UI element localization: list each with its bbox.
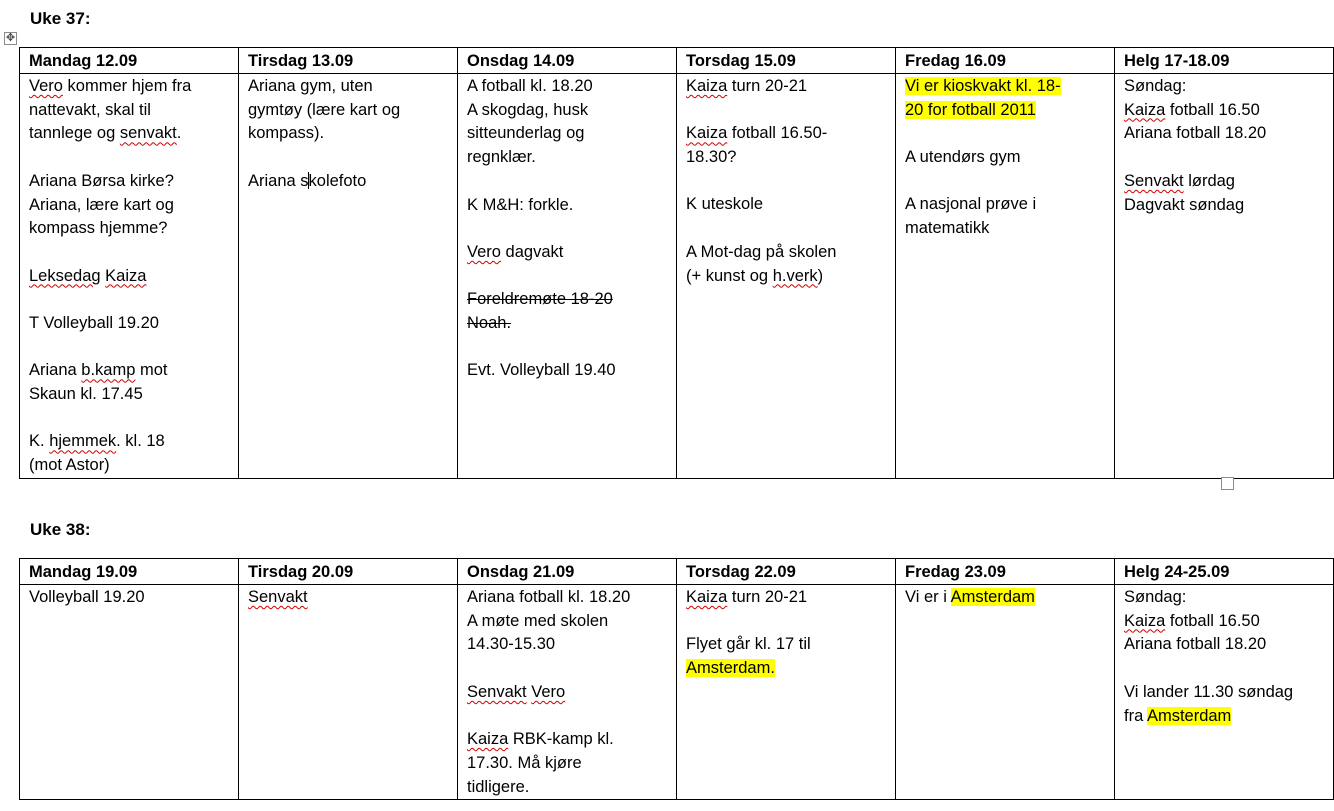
- text-run: Dagvakt søndag: [1124, 195, 1245, 214]
- cell-line: [248, 586, 448, 610]
- day-header: Helg 17-18.09: [1115, 48, 1334, 74]
- text-run: kolefoto: [308, 171, 367, 190]
- text-run: Søndag:: [1124, 588, 1187, 606]
- cell-line: [29, 586, 229, 610]
- week-38-header-row: [20, 559, 1334, 585]
- cell-line: [1124, 122, 1324, 146]
- day-cell[interactable]: [1115, 585, 1334, 800]
- text-run: turn 20-21: [727, 588, 808, 606]
- cell-line: [467, 776, 667, 800]
- cell-line: [29, 383, 229, 407]
- text-run: A nasjonal prøve i: [905, 195, 1037, 214]
- cell-line: [1124, 610, 1324, 634]
- text-run: fotball 16.50: [1165, 100, 1260, 119]
- cell-line: [29, 312, 229, 336]
- struck-text: Noah.: [467, 313, 512, 332]
- spellcheck-word: Kaiza: [1124, 100, 1166, 119]
- cell-line: [248, 122, 448, 146]
- cell-line: [686, 657, 886, 681]
- spellcheck-word: Senvakt: [467, 682, 527, 701]
- week-38-title: Uke 38:: [30, 520, 91, 539]
- cell-line: [29, 454, 229, 478]
- cell-line: [686, 265, 886, 289]
- cell-line: [29, 99, 229, 123]
- highlighted-text: 20 for fotball 2011: [905, 100, 1036, 119]
- cell-line: [467, 728, 667, 752]
- cell-line: [467, 586, 667, 610]
- cell-line: [467, 146, 667, 170]
- blank-line: [467, 217, 667, 241]
- text-run: regnklær.: [467, 148, 536, 167]
- text-run: (+ kunst og: [686, 266, 773, 285]
- day-header: Helg 24-25.09: [1115, 559, 1334, 585]
- cell-line: [29, 122, 229, 146]
- highlighted-text: Vi er kioskvakt kl. 18-: [905, 77, 1061, 95]
- text-run: ): [817, 266, 824, 285]
- cell-line: [686, 241, 886, 265]
- cell-line: [1124, 194, 1324, 218]
- highlighted-text: Amsterdam: [1146, 706, 1232, 725]
- blank-line: [686, 99, 886, 123]
- cell-line: [1124, 633, 1324, 657]
- blank-line: [248, 146, 448, 170]
- cell-line: [905, 193, 1105, 217]
- text-run: Ariana s: [248, 171, 309, 190]
- spellcheck-word: Kaiza: [467, 730, 509, 749]
- cell-line: [467, 194, 667, 218]
- day-cell[interactable]: [896, 585, 1115, 800]
- text-run: Vi er i: [905, 588, 951, 606]
- text-run: sitteunderlag og: [467, 124, 585, 143]
- cell-line: [467, 359, 667, 383]
- cell-line: [29, 265, 229, 289]
- text-run: tidligere.: [467, 777, 530, 796]
- week-37-table: [19, 47, 1334, 479]
- day-cell[interactable]: [896, 74, 1115, 479]
- cell-line: [248, 99, 448, 123]
- text-run: gymtøy (lære kart og: [248, 100, 401, 119]
- text-run: Ariana: [29, 361, 82, 380]
- cell-line: [1124, 75, 1324, 99]
- text-run: kompass).: [248, 124, 325, 143]
- text-run: A møte med skolen: [467, 611, 609, 630]
- spellcheck-word: hjemmek: [49, 432, 117, 451]
- blank-line: [467, 336, 667, 360]
- day-cell[interactable]: [1115, 74, 1334, 479]
- cell-line: [29, 194, 229, 218]
- text-run: K.: [29, 432, 50, 451]
- text-run: Volleyball 19.20: [29, 588, 145, 606]
- cell-line: [686, 122, 886, 146]
- cell-line: [467, 752, 667, 776]
- cell-line: [905, 75, 1105, 99]
- blank-line: [29, 336, 229, 360]
- week-37-title: Uke 37:: [30, 9, 91, 28]
- blank-line: [467, 265, 667, 289]
- text-run: turn 20-21: [727, 77, 808, 95]
- day-header: Mandag 19.09: [20, 559, 239, 585]
- cell-line: [467, 681, 667, 705]
- cell-line: [467, 633, 667, 657]
- text-run: A utendørs gym: [905, 148, 1021, 167]
- day-header: Torsdag 22.09: [677, 559, 896, 585]
- cell-line: [467, 288, 667, 312]
- day-cell[interactable]: [677, 74, 896, 479]
- week-38-table: [19, 558, 1334, 800]
- cell-line: [29, 359, 229, 383]
- cell-line: [29, 217, 229, 241]
- day-header: Tirsdag 13.09: [239, 48, 458, 74]
- blank-line: [905, 122, 1105, 146]
- week-38-content-row: [20, 585, 1334, 800]
- text-run: mot: [135, 361, 168, 380]
- text-run: fra: [1124, 706, 1147, 725]
- spellcheck-word: Kaiza: [1124, 611, 1166, 630]
- blank-line: [467, 705, 667, 729]
- cell-line: [1124, 170, 1324, 194]
- text-run: lørdag: [1183, 171, 1235, 190]
- text-run: K uteskole: [686, 195, 764, 214]
- cell-line: [686, 75, 886, 99]
- blank-line: [1124, 657, 1324, 681]
- spellcheck-word: Vero: [29, 77, 63, 95]
- week-37-header-row: [20, 48, 1334, 74]
- day-header: Mandag 12.09: [20, 48, 239, 74]
- text-run: T Volleyball 19.20: [29, 313, 159, 332]
- text-run: K M&H: forkle.: [467, 195, 574, 214]
- cell-line: [905, 586, 1105, 610]
- text-run: Vi lander 11.30 søndag: [1124, 682, 1294, 701]
- cell-line: [1124, 99, 1324, 123]
- day-header: Fredag 16.09: [896, 48, 1115, 74]
- spellcheck-word: Senvakt: [248, 588, 308, 606]
- cell-line: [1124, 681, 1324, 705]
- day-header: Onsdag 14.09: [458, 48, 677, 74]
- spellcheck-word: Senvakt: [1124, 171, 1184, 190]
- cell-line: [905, 217, 1105, 241]
- cell-line: [1124, 586, 1324, 610]
- day-cell[interactable]: [458, 585, 677, 800]
- cell-line: [467, 75, 667, 99]
- cell-line: [686, 193, 886, 217]
- text-run: 14.30-15.30: [467, 635, 556, 654]
- day-cell[interactable]: [239, 585, 458, 800]
- text-run: A Mot-dag på skolen: [686, 242, 837, 261]
- day-cell[interactable]: [239, 74, 458, 479]
- text-run: matematikk: [905, 219, 990, 238]
- highlighted-text: Amsterdam.: [686, 659, 775, 678]
- cell-line: [467, 312, 667, 336]
- cell-line: [29, 430, 229, 454]
- text-run: Skaun kl. 17.45: [29, 385, 143, 404]
- text-run: . kl. 18: [116, 432, 165, 451]
- text-run: kommer hjem fra: [62, 77, 192, 95]
- text-run: Ariana gym, uten: [248, 77, 373, 95]
- day-header: Tirsdag 20.09: [239, 559, 458, 585]
- text-run: .: [176, 124, 182, 143]
- blank-line: [29, 241, 229, 265]
- text-run: RBK-kamp kl.: [508, 730, 614, 749]
- cell-line: [467, 610, 667, 634]
- blank-line: [686, 610, 886, 634]
- day-header: Onsdag 21.09: [458, 559, 677, 585]
- text-run: A fotball kl. 18.20: [467, 77, 593, 95]
- spellcheck-word: senvakt: [119, 124, 177, 143]
- text-run: 18.30?: [686, 148, 737, 167]
- text-run: nattevakt, skal til: [29, 100, 151, 119]
- spellcheck-word: Kaiza: [686, 77, 728, 95]
- spellcheck-word: b.kamp: [81, 361, 136, 380]
- text-run: Ariana, lære kart og: [29, 195, 174, 214]
- blank-line: [29, 146, 229, 170]
- blank-line: [1124, 146, 1324, 170]
- cell-line: [905, 99, 1105, 123]
- table-resize-handle-icon[interactable]: [1221, 477, 1234, 490]
- text-run: (mot Astor): [29, 456, 110, 475]
- cell-line: [248, 75, 448, 99]
- text-run: fotball 16.50-: [727, 124, 828, 143]
- week-37-content-row: [20, 74, 1334, 479]
- spellcheck-word: h.verk: [772, 266, 818, 285]
- blank-line: [29, 288, 229, 312]
- spellcheck-word: Kaiza: [105, 266, 147, 285]
- text-run: Ariana fotball 18.20: [1124, 124, 1267, 143]
- blank-line: [467, 170, 667, 194]
- cell-line: [686, 146, 886, 170]
- text-run: Ariana fotball 18.20: [1124, 635, 1267, 654]
- cell-line: [686, 586, 886, 610]
- text-run: tannlege og: [29, 124, 120, 143]
- spellcheck-word: Leksedag: [29, 266, 101, 285]
- cell-line: [1124, 705, 1324, 729]
- cell-line: [248, 170, 448, 194]
- cell-line: [467, 122, 667, 146]
- struck-text: Foreldremøte 18-20: [467, 290, 613, 309]
- text-run: kompass hjemme?: [29, 219, 168, 238]
- text-run: Ariana fotball kl. 18.20: [467, 588, 631, 606]
- highlighted-text: Amsterdam: [950, 588, 1035, 606]
- blank-line: [29, 407, 229, 431]
- day-cell[interactable]: [458, 74, 677, 479]
- cell-line: [29, 75, 229, 99]
- text-run: dagvakt: [500, 242, 564, 261]
- day-header: Fredag 23.09: [896, 559, 1115, 585]
- cell-line: [686, 633, 886, 657]
- cell-line: [467, 99, 667, 123]
- cell-line: [905, 146, 1105, 170]
- spellcheck-word: Kaiza: [686, 588, 728, 606]
- day-cell[interactable]: [20, 585, 239, 800]
- text-run: Evt. Volleyball 19.40: [467, 361, 616, 380]
- cell-line: [467, 241, 667, 265]
- spellcheck-word: Kaiza: [686, 124, 728, 143]
- blank-line: [686, 217, 886, 241]
- cell-line: [29, 170, 229, 194]
- blank-line: [686, 170, 886, 194]
- text-run: A skogdag, husk: [467, 100, 589, 119]
- blank-line: [905, 170, 1105, 194]
- text-run: 17.30. Må kjøre: [467, 753, 582, 772]
- text-run: Søndag:: [1124, 77, 1187, 95]
- day-cell[interactable]: [677, 585, 896, 800]
- spellcheck-word: Vero: [467, 242, 501, 261]
- table-move-handle-icon[interactable]: ✥: [5, 32, 16, 44]
- text-run: Flyet går kl. 17 til: [686, 635, 811, 654]
- text-run: Ariana Børsa kirke?: [29, 171, 174, 190]
- day-header: Torsdag 15.09: [677, 48, 896, 74]
- blank-line: [467, 657, 667, 681]
- spellcheck-word: Vero: [531, 682, 566, 701]
- text-run: fotball 16.50: [1165, 611, 1260, 630]
- day-cell[interactable]: [20, 74, 239, 479]
